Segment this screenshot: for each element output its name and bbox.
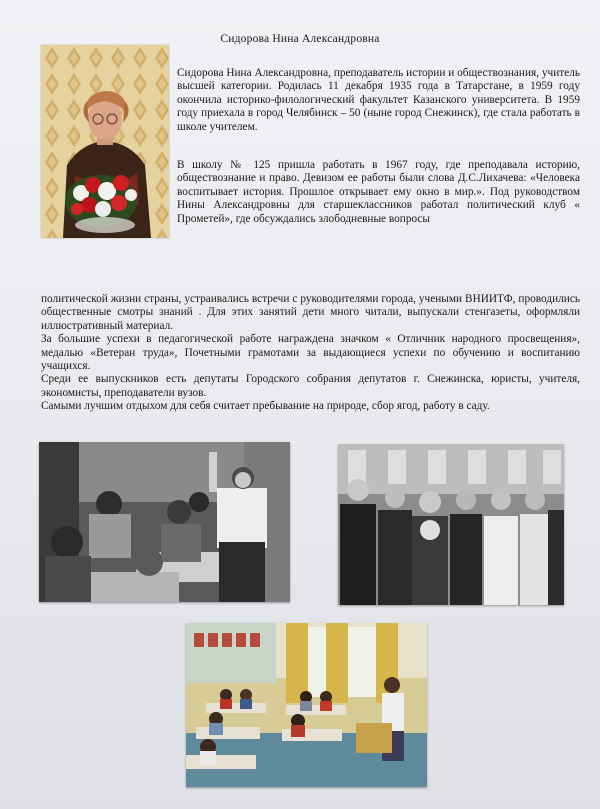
- paragraph-5: Среди ее выпускников есть депутаты Городского собрания депутатов г. Снежинска, юристы, учителя, экономисты, преподаватели вузов.: [41, 373, 580, 399]
- page-title: Сидорова Нина Александровна: [220, 33, 380, 45]
- paragraph-1: Сидорова Нина Александровна, преподаватель истории и обществознания, учитель высшей категории. Родилась 11 декабря 1935 года в Татарстане, в 1959 году окончила историко-филологический факультет Казанского университета. В 1959 году приехала в город Челябинск – 50 (ныне город Снежинск), где стала работать в школе учителем.: [177, 67, 580, 133]
- paragraph-school: [177, 159, 580, 226]
- portrait-photo: [41, 45, 169, 238]
- paragraph-block-full-width: [41, 293, 580, 414]
- photo-classroom-color: [186, 623, 427, 787]
- paragraph-4: За большие успехи в педагогической работе награждена значком « Отличник народного просвещения», медалью «Ветеран труда», Почетными грамотами за выдающиеся успехи по обучению и воспитанию учащихся.: [41, 333, 580, 373]
- photo-graduates-group: [338, 444, 564, 605]
- paragraph-3: политической жизни страны, устраивались встречи с руководителями города, учеными ВНИИТФ, проводились общественные смотры знаний . Для этих занятий дети много читали, выпускали стенгазеты, оформляли иллюстративный материал.: [41, 293, 580, 332]
- paragraph-biography: [177, 67, 580, 134]
- paragraph-2: В школу № 125 пришла работать в 1967 году, где преподавала историю, обществознание и право. Девизом ее работы были слова Д.С.Лихачева: «Человека воспитывает история. Прошлое открывает ему окно в мир.». Под руководством Нины Александровны для старшеклассников работал политический клуб « Прометей», где обсуждались злободневные вопросы: [177, 159, 580, 225]
- paragraph-6: Самыми лучшим отдыхом для себя считает пребывание на природе, сбор ягод, работу в саду.: [41, 400, 490, 413]
- photo-classroom-lesson: [39, 442, 290, 602]
